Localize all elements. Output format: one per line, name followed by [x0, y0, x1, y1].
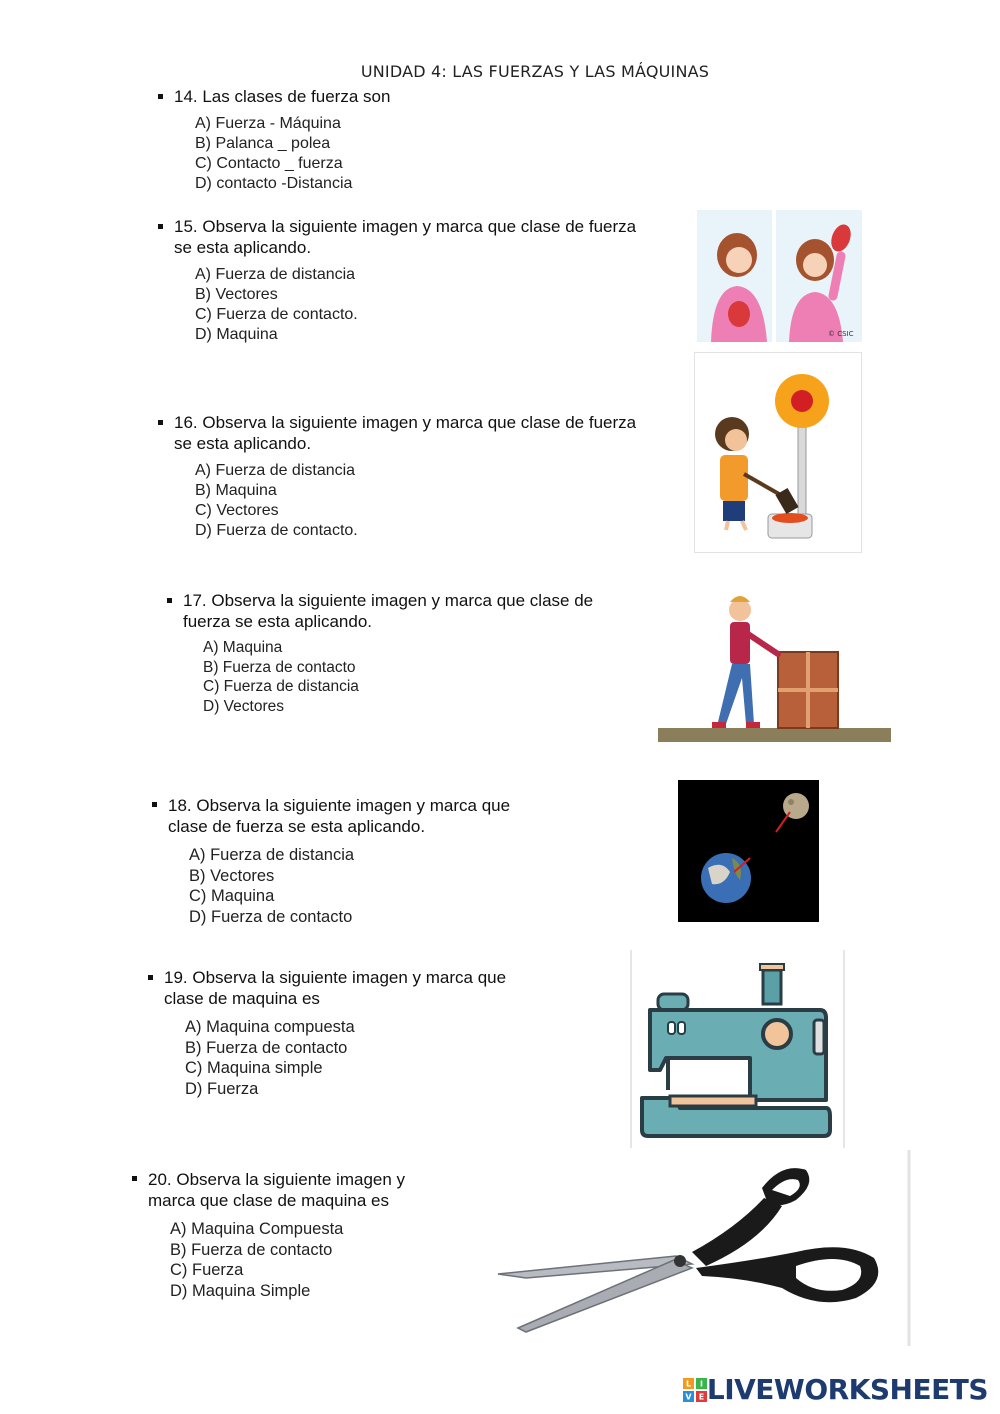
question-15-line1: 15. Observa la siguiente imagen y marca que clase de fuerza: [174, 217, 637, 236]
option-c[interactable]: C) Fuerza: [170, 1261, 244, 1279]
page-title: UNIDAD 4: LAS FUERZAS Y LAS MÁQUINAS: [360, 62, 710, 81]
option-b[interactable]: B) Vectores: [195, 286, 278, 303]
bullet-icon: [152, 802, 157, 807]
bullet-icon: [158, 94, 163, 99]
question-14-text: 14. Las clases de fuerza son: [174, 87, 391, 106]
bullet-icon: [148, 975, 153, 980]
question-17-text: [183, 590, 593, 632]
question-18-line2: clase de fuerza se esta aplicando.: [168, 817, 426, 836]
question-20-options: [170, 1219, 343, 1301]
boy-hammer-strength-tester-illustration: [694, 352, 862, 553]
option-d[interactable]: D) Fuerza de contacto: [189, 907, 353, 926]
question-20-line2: marca que clase de maquina es: [148, 1191, 389, 1210]
option-a[interactable]: A) Maquina compuesta: [185, 1018, 355, 1036]
option-c[interactable]: C) Fuerza de contacto.: [195, 306, 358, 323]
question-17-line1: 17. Observa la siguiente imagen y marca que clase de: [183, 591, 594, 610]
option-b[interactable]: B) Maquina: [195, 482, 277, 499]
option-c[interactable]: C) Contacto _ fuerza: [195, 155, 343, 172]
option-d[interactable]: D) Maquina: [195, 326, 278, 343]
option-d[interactable]: D) Fuerza: [185, 1079, 259, 1098]
scissors-illustration: [496, 1148, 914, 1348]
logo-icon-letter: I: [699, 1379, 703, 1388]
question-19-options: [185, 1017, 355, 1099]
question-14-options: [195, 114, 352, 194]
bullet-icon: [167, 598, 172, 603]
question-19-line1: 19. Observa la siguiente imagen y marca que: [164, 968, 507, 987]
bullet-icon: [158, 224, 163, 229]
option-a[interactable]: A) Fuerza de distancia: [189, 846, 355, 864]
question-20-text: [148, 1169, 405, 1211]
boy-pushing-box-illustration: [658, 592, 892, 744]
question-17-options: [203, 638, 359, 716]
option-b[interactable]: B) Palanca _ polea: [195, 135, 331, 152]
question-15-text: [174, 216, 636, 258]
logo-icon-letter: V: [685, 1392, 692, 1401]
bullet-icon: [132, 1176, 137, 1181]
option-d[interactable]: D) Vectores: [203, 697, 284, 715]
image-credit: © CSIC: [828, 330, 854, 338]
question-19-line2: clase de maquina es: [164, 989, 320, 1008]
liveworksheets-logo: [683, 1373, 988, 1406]
logo-icon-letter: L: [685, 1379, 691, 1388]
option-d[interactable]: D) Fuerza de contacto.: [195, 522, 358, 539]
logo-text: LIVEWORKSHEETS: [706, 1373, 988, 1406]
option-a[interactable]: A) Maquina: [203, 639, 283, 656]
liveworksheets-icon: [683, 1378, 707, 1402]
question-18-text: [168, 795, 510, 837]
question-16-line1: 16. Observa la siguiente imagen y marca que clase de fuerza: [174, 413, 637, 432]
option-a[interactable]: A) Fuerza de distancia: [195, 462, 356, 479]
option-b[interactable]: B) Fuerza de contacto: [203, 658, 356, 676]
option-d[interactable]: D) Maquina Simple: [170, 1281, 311, 1300]
option-c[interactable]: C) Maquina simple: [185, 1059, 323, 1077]
sewing-machine-illustration: [630, 950, 846, 1150]
option-c[interactable]: C) Vectores: [195, 502, 279, 519]
question-15-line2: se esta aplicando.: [174, 238, 312, 257]
option-a[interactable]: A) Fuerza de distancia: [195, 266, 356, 283]
option-c[interactable]: C) Maquina: [189, 887, 275, 905]
logo-icon-letter: E: [698, 1392, 705, 1401]
option-b[interactable]: B) Vectores: [189, 866, 275, 885]
question-16-options: [195, 461, 358, 541]
question-16-line2: se esta aplicando.: [174, 434, 312, 453]
question-18-line1: 18. Observa la siguiente imagen y marca que: [168, 796, 511, 815]
option-a[interactable]: A) Fuerza - Máquina: [195, 115, 341, 132]
question-16-text: [174, 412, 636, 454]
girl-balloon-illustration: [697, 210, 862, 342]
option-a[interactable]: A) Maquina Compuesta: [170, 1220, 344, 1238]
question-18-options: [189, 845, 354, 927]
option-c[interactable]: C) Fuerza de distancia: [203, 678, 359, 695]
earth-moon-gravity-illustration: [678, 780, 819, 922]
question-15-options: [195, 265, 358, 345]
question-20-line1: 20. Observa la siguiente imagen y: [148, 1170, 406, 1189]
option-b[interactable]: B) Fuerza de contacto: [185, 1038, 348, 1057]
bullet-icon: [158, 420, 163, 425]
option-d[interactable]: D) contacto -Distancia: [195, 175, 353, 192]
option-b[interactable]: B) Fuerza de contacto: [170, 1240, 333, 1259]
question-17-line2: fuerza se esta aplicando.: [183, 612, 373, 631]
question-19-text: [164, 967, 506, 1009]
